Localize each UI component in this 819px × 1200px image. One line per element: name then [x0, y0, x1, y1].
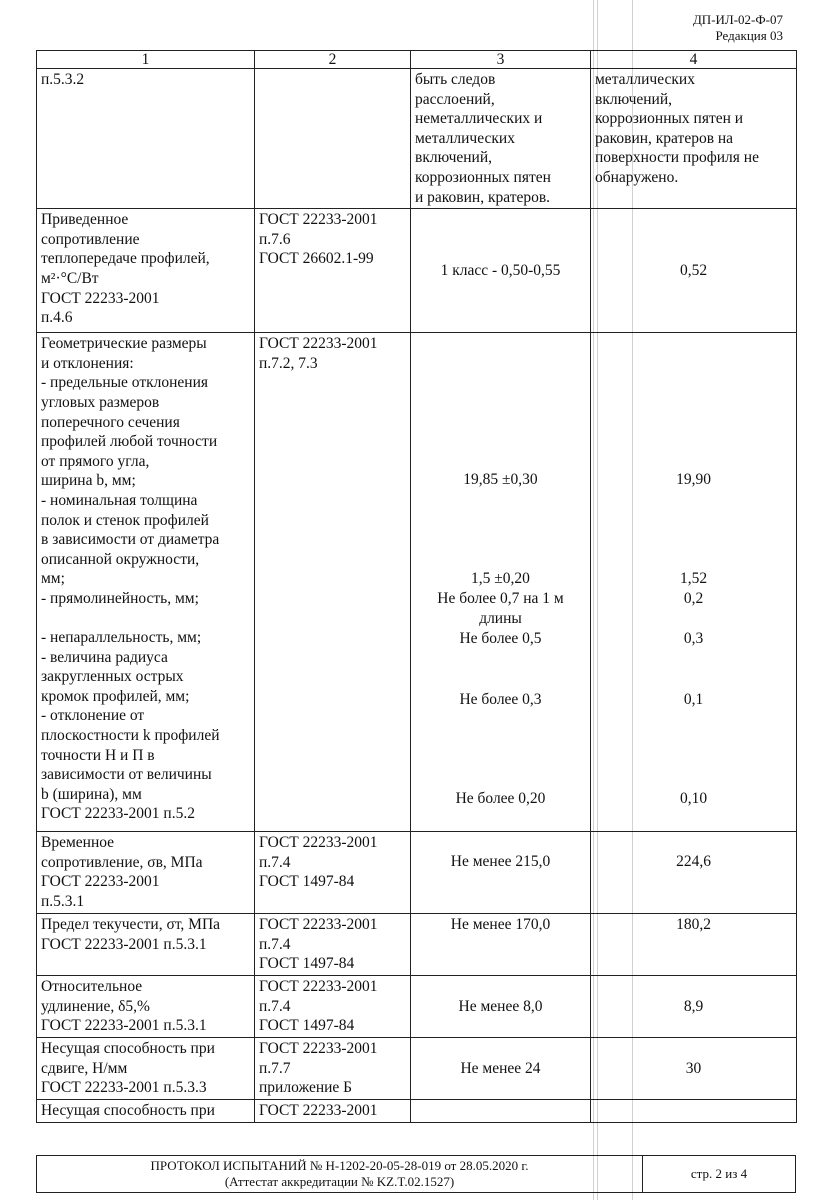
requirement-text: включений, [415, 149, 493, 167]
scan-artifact-line [593, 0, 594, 1200]
result-cell [591, 1100, 797, 1123]
requirement-text: Не более 0,20 [455, 790, 546, 808]
parameter-text: закругленных острых [41, 668, 184, 686]
method-text: ГОСТ 1497-84 [259, 955, 355, 973]
scan-artifact-line [632, 0, 633, 1200]
requirement-text: 1 класс - 0,50-0,55 [440, 261, 561, 279]
method-cell [255, 1100, 411, 1123]
parameter-text: ГОСТ 22233-2001 п.5.2 [41, 805, 195, 823]
result-text: 19,90 [676, 471, 711, 489]
parameter-cell [37, 832, 255, 914]
method-text: ГОСТ 22233-2001 [259, 978, 378, 996]
parameter-text: в зависимости от диаметра [41, 531, 220, 549]
method-text: ГОСТ 22233-2001 [259, 916, 378, 934]
requirement-cell [411, 1038, 591, 1100]
parameter-text: сопротивление, σв, МПа [41, 853, 203, 871]
document-header [693, 12, 783, 44]
table-row [37, 1038, 797, 1100]
table-row [37, 832, 797, 914]
method-text: п.7.4 [259, 935, 291, 953]
result-text: 0,2 [683, 590, 704, 608]
result-text: 0,10 [679, 790, 708, 808]
result-text: металлических [595, 71, 695, 88]
parameter-text: поперечного сечения [41, 413, 180, 431]
parameter-text: - величина радиуса [41, 648, 168, 666]
requirement-text: неметаллических и [415, 110, 543, 128]
parameter-text: сдвиге, Н/мм [41, 1059, 128, 1077]
results-table [36, 50, 797, 1123]
parameter-text: ГОСТ 22233-2001 п.5.3.1 [41, 935, 207, 953]
method-text: ГОСТ 1497-84 [259, 873, 355, 891]
table-row [37, 333, 797, 832]
parameter-text: мм; [41, 570, 65, 588]
requirement-text: быть следов [415, 71, 496, 88]
parameter-text: профилей любой точности [41, 433, 218, 451]
protocol-title: ПРОТОКОЛ ИСПЫТАНИЙ № Н-1202-20-05-28-019 от 28.05.2020 г. [150, 1158, 529, 1173]
requirement-cell [411, 209, 591, 333]
column-header-1: 1 [37, 51, 255, 69]
requirement-text: металлических [415, 129, 515, 147]
result-text: 224,6 [676, 853, 711, 871]
result-text: поверхности профиля не [595, 149, 759, 167]
parameter-text: плоскостности k профилей [41, 727, 220, 745]
result-cell [591, 914, 797, 976]
method-text: п.7.4 [259, 997, 291, 1015]
requirement-cell [411, 832, 591, 914]
requirement-text: Не менее 215,0 [450, 853, 551, 871]
parameter-cell [37, 976, 255, 1038]
requirement-text: Не более 0,7 на 1 м [437, 590, 564, 608]
parameter-text: п.5.3.2 [41, 71, 85, 88]
result-text: включений, [595, 90, 673, 108]
table-row [37, 209, 797, 333]
table-row [37, 914, 797, 976]
result-cell [591, 209, 797, 333]
parameter-text: ГОСТ 22233-2001 [41, 873, 160, 891]
parameter-cell [37, 333, 255, 832]
parameter-text: сопротивление [41, 230, 140, 248]
result-text: 1,52 [679, 570, 708, 588]
result-text: коррозионных пятен и [595, 110, 744, 128]
parameter-text: Предел текучести, σт, МПа [41, 916, 221, 934]
requirement-text: Не менее 24 [460, 1059, 541, 1077]
result-text: 8,9 [683, 997, 704, 1015]
method-text: ГОСТ 22233-2001 [259, 335, 378, 353]
parameter-text: п.4.6 [41, 309, 73, 327]
requirement-text: Не более 0,3 [459, 691, 542, 709]
parameter-text: теплопередаче профилей, [41, 250, 210, 268]
result-text: 0,3 [683, 630, 704, 648]
result-cell [591, 832, 797, 914]
method-cell [255, 69, 411, 209]
parameter-text: от прямого угла, [41, 452, 150, 470]
result-text: 0,1 [683, 691, 704, 709]
parameter-cell [37, 914, 255, 976]
parameter-text: ГОСТ 22233-2001 [41, 289, 160, 307]
scan-artifact-line [597, 0, 598, 1200]
parameter-text: Несущая способность при [41, 1102, 215, 1120]
parameter-cell [37, 69, 255, 209]
parameter-text: удлинение, δ5,% [41, 997, 150, 1015]
method-text: п.7.6 [259, 230, 291, 248]
parameter-text: и отклонения: [41, 354, 134, 372]
requirement-cell [411, 914, 591, 976]
requirement-text: длины [479, 610, 522, 628]
footer [36, 1155, 796, 1193]
parameter-text: Временное [41, 834, 115, 852]
method-cell [255, 1038, 411, 1100]
parameter-cell [37, 1038, 255, 1100]
method-text: п.7.2, 7.3 [259, 354, 318, 372]
requirement-cell [411, 69, 591, 209]
parameter-text: зависимости от величины [41, 766, 212, 784]
parameter-text: п.5.3.1 [41, 892, 85, 910]
requirement-cell [411, 976, 591, 1038]
method-cell [255, 832, 411, 914]
result-cell [591, 69, 797, 209]
document-revision: Редакция 03 [715, 28, 783, 43]
parameter-text: - номинальная толщина [41, 491, 198, 509]
parameter-text: - прямолинейность, мм; [41, 589, 199, 607]
method-text: п.7.7 [259, 1059, 291, 1077]
parameter-text: угловых размеров [41, 393, 160, 411]
parameter-text: Приведенное [41, 211, 129, 229]
result-text: раковин, кратеров на [595, 129, 734, 147]
spacer [41, 608, 250, 628]
method-cell [255, 333, 411, 832]
method-text: ГОСТ 22233-2001 [259, 1102, 378, 1120]
parameter-text: Относительное [41, 978, 143, 996]
document-code: ДП-ИЛ-02-Ф-07 [692, 12, 783, 27]
column-header-3: 3 [411, 51, 591, 69]
method-text: п.7.4 [259, 853, 291, 871]
parameter-cell [37, 1100, 255, 1123]
result-text: 0,52 [679, 261, 708, 279]
parameter-text: описанной окружности, [41, 550, 200, 568]
table-row [37, 69, 797, 209]
page-number: стр. 2 из 4 [643, 1156, 796, 1193]
protocol-info [37, 1156, 643, 1193]
parameter-text: - отклонение от [41, 707, 145, 725]
table-row [37, 976, 797, 1038]
accreditation-note: (Аттестат аккредитации № KZ.T.02.1527) [224, 1174, 455, 1189]
method-text: ГОСТ 1497-84 [259, 1017, 355, 1035]
parameter-text: b (ширина), мм [41, 785, 142, 803]
parameter-text: ГОСТ 22233-2001 п.5.3.3 [41, 1079, 207, 1097]
parameter-text: Несущая способность при [41, 1040, 215, 1058]
result-text: 30 [685, 1059, 702, 1077]
table-row [37, 1100, 797, 1123]
result-text: обнаружено. [595, 168, 679, 186]
result-cell [591, 976, 797, 1038]
method-text: ГОСТ 22233-2001 [259, 834, 378, 852]
result-text: 180,2 [676, 916, 711, 934]
requirement-cell [411, 333, 591, 832]
result-cell [591, 1038, 797, 1100]
requirement-text: 19,85 ±0,30 [463, 471, 538, 489]
parameter-text: м²·°C/Вт [41, 269, 99, 287]
method-text: ГОСТ 22233-2001 [259, 1040, 378, 1058]
parameter-text: - непараллельность, мм; [41, 629, 202, 647]
requirement-cell [411, 1100, 591, 1123]
parameter-text: точности Н и П в [41, 746, 155, 764]
parameter-cell [37, 209, 255, 333]
method-cell [255, 209, 411, 333]
method-cell [255, 914, 411, 976]
requirement-text: коррозионных пятен [415, 168, 551, 186]
requirement-text: 1,5 ±0,20 [471, 570, 530, 588]
parameter-text: ширина b, мм; [41, 472, 136, 490]
parameter-text: полок и стенок профилей [41, 511, 209, 529]
result-cell [591, 333, 797, 832]
method-cell [255, 976, 411, 1038]
parameter-text: Геометрические размеры [41, 335, 207, 353]
requirement-text: Не менее 8,0 [458, 997, 543, 1015]
method-text: ГОСТ 26602.1-99 [259, 250, 374, 268]
column-header-4: 4 [591, 51, 797, 69]
method-text: приложение Б [259, 1079, 353, 1097]
requirement-text: Не более 0,5 [459, 630, 542, 648]
method-text: ГОСТ 22233-2001 [259, 211, 378, 229]
requirement-text: расслоений, [415, 90, 495, 108]
column-number-row [37, 51, 797, 69]
requirement-text: и раковин, кратеров. [415, 188, 551, 206]
parameter-text: кромок профилей, мм; [41, 687, 190, 705]
column-header-2: 2 [255, 51, 411, 69]
parameter-text: ГОСТ 22233-2001 п.5.3.1 [41, 1017, 207, 1035]
parameter-text: - предельные отклонения [41, 374, 209, 392]
requirement-text: Не менее 170,0 [450, 916, 551, 934]
